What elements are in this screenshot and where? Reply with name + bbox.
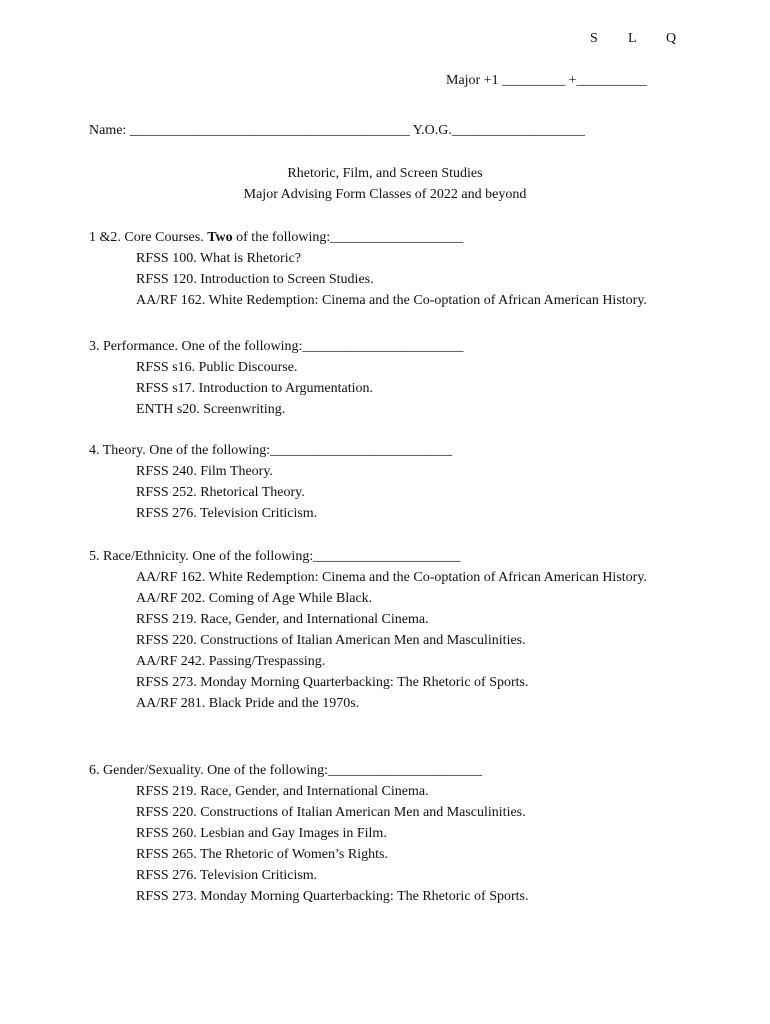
- course-item: RFSS 252. Rhetorical Theory.: [136, 485, 305, 500]
- course-item: AA/RF 281. Black Pride and the 1970s.: [136, 696, 360, 711]
- section-heading-text: 1 &2. Core Courses.: [89, 230, 208, 245]
- course-item: RFSS 276. Television Criticism.: [136, 506, 318, 521]
- section-gender-sexuality: [89, 760, 656, 907]
- course-item: RFSS 260. Lesbian and Gay Images in Film.: [136, 826, 387, 841]
- course-item: AA/RF 242. Passing/Trespassing.: [136, 654, 326, 669]
- course-item: RFSS 273. Monday Morning Quarterbacking: The Rhetoric of Sports.: [136, 675, 529, 690]
- major-line: Major +1 _________ +__________: [446, 73, 647, 88]
- section-performance: [89, 336, 656, 420]
- course-item: AA/RF 202. Coming of Age While Black.: [136, 591, 373, 606]
- section-heading-blank: of the following:___________________: [232, 230, 464, 245]
- form-subtitle: [0, 184, 770, 205]
- marker-s: S: [590, 31, 598, 46]
- section-race-ethnicity: [89, 546, 656, 714]
- course-item: AA/RF 162. White Redemption: Cinema and the Co-optation of African American History.: [136, 570, 647, 585]
- course-item: RFSS 219. Race, Gender, and International Cinema.: [136, 612, 429, 627]
- form-title: Rhetoric, Film, and Screen Studies: [287, 166, 483, 181]
- name-yog-line: Name: ________________________________________ Y.O.G.___________________: [89, 123, 585, 138]
- course-item: RFSS 220. Constructions of Italian American Men and Masculinities.: [136, 633, 526, 648]
- course-item: RFSS s17. Introduction to Argumentation.: [136, 381, 373, 396]
- marker-l: L: [628, 31, 637, 46]
- section-core-courses: [89, 227, 656, 311]
- section-heading: 4. Theory. One of the following:__________________________: [89, 443, 453, 458]
- course-item: RFSS s16. Public Discourse.: [136, 360, 298, 375]
- section-heading-emphasis: Two: [207, 230, 233, 245]
- course-item: RFSS 120. Introduction to Screen Studies.: [136, 272, 374, 287]
- section-heading: [89, 227, 656, 248]
- course-item: RFSS 219. Race, Gender, and International Cinema.: [136, 784, 429, 799]
- section-heading: 3. Performance. One of the following:_______________________: [89, 339, 464, 354]
- grade-markers: [590, 28, 676, 49]
- section-theory: [89, 440, 656, 524]
- course-item: ENTH s20. Screenwriting.: [136, 402, 286, 417]
- course-item: RFSS 100. What is Rhetoric?: [136, 251, 302, 266]
- course-item: RFSS 240. Film Theory.: [136, 464, 273, 479]
- section-heading: 6. Gender/Sexuality. One of the following:______________________: [89, 763, 482, 778]
- course-item: RFSS 265. The Rhetoric of Women’s Rights.: [136, 847, 388, 862]
- course-item: RFSS 220. Constructions of Italian American Men and Masculinities.: [136, 805, 526, 820]
- form-subtitle-classes: Classes of 2022 and beyond: [369, 187, 527, 202]
- course-item: AA/RF 162. White Redemption: Cinema and the Co-optation of African American History.: [136, 293, 647, 308]
- section-heading: 5. Race/Ethnicity. One of the following:_____________________: [89, 549, 461, 564]
- course-item: RFSS 276. Television Criticism.: [136, 868, 318, 883]
- form-subtitle-text: Major Advising Form: [243, 187, 370, 202]
- course-item: RFSS 273. Monday Morning Quarterbacking: The Rhetoric of Sports.: [136, 889, 529, 904]
- marker-q: Q: [666, 31, 677, 46]
